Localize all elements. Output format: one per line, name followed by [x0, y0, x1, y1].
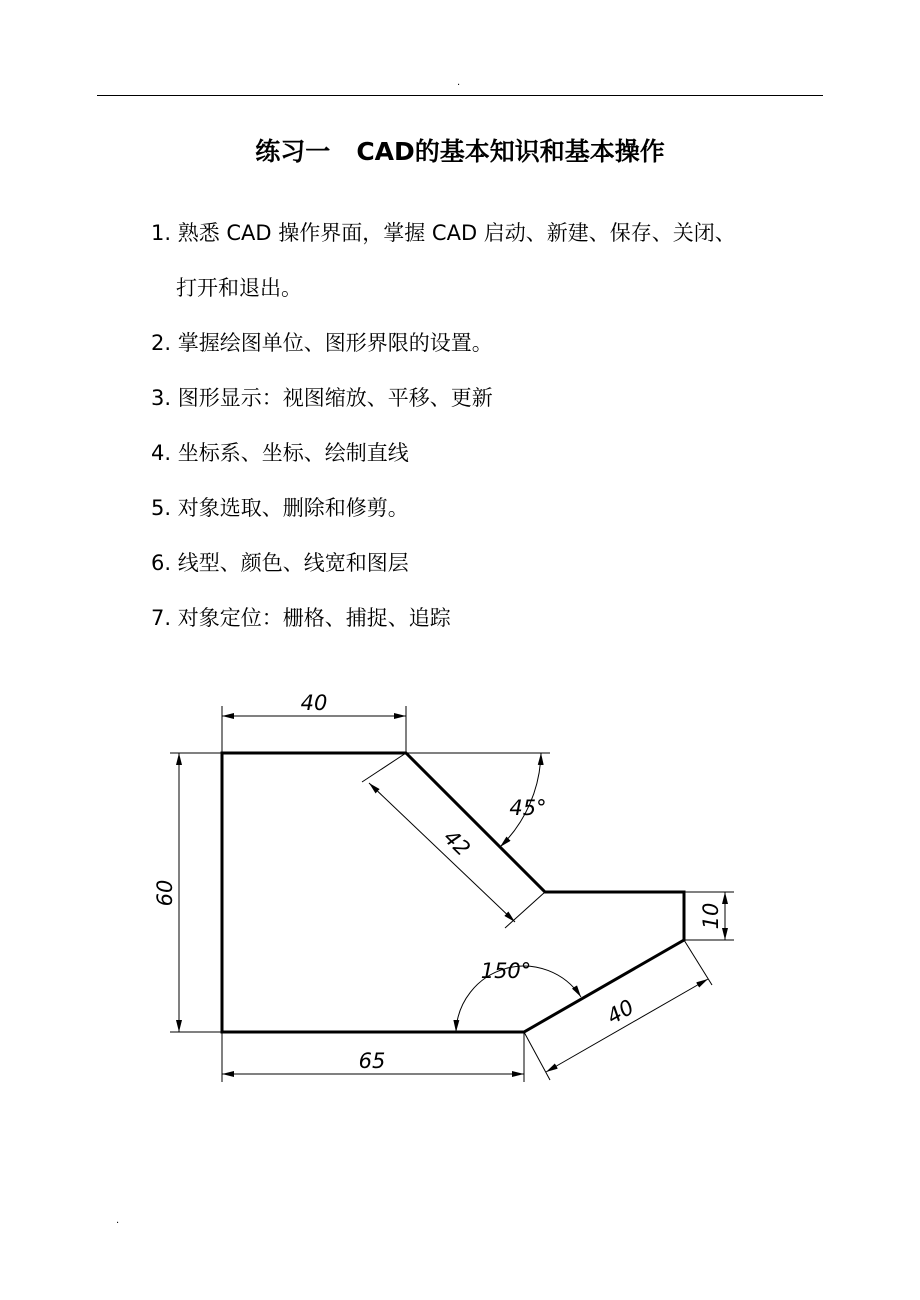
- part-outline: [222, 753, 684, 1032]
- list-item: 6. 线型、颜色、线宽和图层: [151, 551, 409, 575]
- dimension-label-top: 40: [300, 691, 328, 715]
- extension-line: [362, 753, 406, 782]
- header-dot: .: [457, 77, 461, 88]
- dimension-label-left: 60: [153, 879, 177, 907]
- dimension-label-bottom: 65: [358, 1049, 386, 1073]
- list-item: 打开和退出。: [176, 276, 302, 300]
- dimension-line: [369, 783, 515, 922]
- footer-dot: .: [116, 1215, 120, 1226]
- angle-label-top: 45°: [509, 796, 547, 820]
- dimension-label-lower-slant: 40: [602, 994, 639, 1030]
- extension-line: [505, 892, 545, 928]
- list-item: 7. 对象定位：栅格、捕捉、追踪: [151, 606, 451, 630]
- list-item: 5. 对象选取、删除和修剪。: [151, 496, 409, 520]
- list-item: 3. 图形显示：视图缩放、平移、更新: [151, 386, 493, 410]
- dimension-label-right: 10: [699, 902, 723, 930]
- angle-label-bottom: 150°: [480, 959, 532, 983]
- dimension-line: [546, 979, 708, 1072]
- list-item: 2. 掌握绘图单位、图形界限的设置。: [151, 331, 493, 355]
- extension-line: [524, 1032, 550, 1080]
- page-title: 练习一 CAD的基本知识和基本操作: [255, 137, 665, 166]
- list-item: 4. 坐标系、坐标、绘制直线: [151, 441, 409, 465]
- list-item: 1. 熟悉 CAD 操作界面，掌握 CAD 启动、新建、保存、关闭、: [151, 221, 736, 245]
- dimension-label-slant: 42: [438, 825, 475, 861]
- extension-line: [684, 940, 712, 985]
